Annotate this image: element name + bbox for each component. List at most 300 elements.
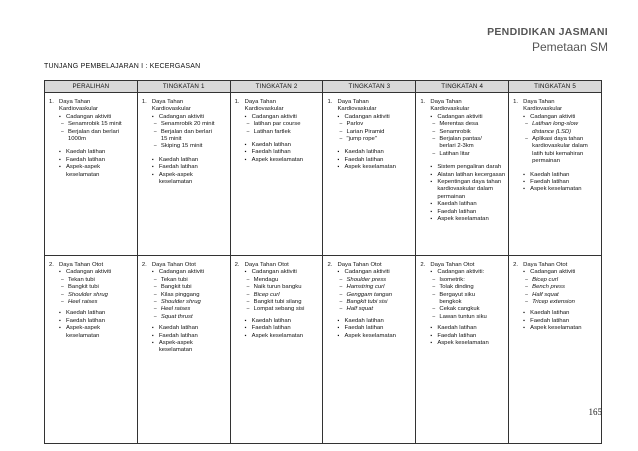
text-line: Senamrobik 15 minit (68, 121, 122, 128)
square-bullet-icon: ▪ (59, 317, 61, 324)
text-line: Tekan tubi (160, 276, 188, 283)
list-item (513, 292, 598, 299)
square-bullet-icon: ▪ (337, 332, 340, 339)
list-item (142, 172, 227, 187)
list-item-text: Kepentingan daya tahan kardiovaskular dalam permainan (437, 179, 502, 200)
dash-bullet-icon: – (61, 299, 64, 306)
list-item (420, 333, 505, 340)
list-item-text: Alatan latihan kecergasan (437, 171, 506, 178)
list-item-text: Kaedah latihan (344, 149, 384, 156)
text-line: Heel raises (160, 306, 191, 313)
square-bullet-icon: ▪ (430, 171, 433, 178)
list-item (513, 121, 598, 136)
category-heading (513, 99, 598, 114)
list-item (420, 269, 505, 276)
list-item (327, 306, 412, 313)
square-bullet-icon: ▪ (244, 142, 247, 149)
list-item-text (254, 277, 279, 284)
text-line: Bangkit tubi sisi (346, 299, 388, 306)
text-line: Heel raises (68, 299, 98, 306)
list-item-text (439, 136, 482, 151)
list-item-text (254, 284, 302, 291)
list-item-text (532, 277, 558, 284)
text-line: Shoulder shrug (160, 299, 201, 306)
list-item (420, 209, 505, 216)
list-item (513, 318, 598, 325)
category-title (430, 262, 474, 269)
list-item (49, 157, 134, 164)
dash-bullet-icon: – (61, 276, 64, 283)
square-bullet-icon: ▪ (523, 113, 525, 120)
list-item-text: Cadangan aktiviti (66, 113, 112, 120)
text-line: Latihan litar (439, 150, 470, 157)
title-line: Daya Tahan Otot (244, 262, 289, 268)
list-item-text: Faedah latihan (66, 317, 105, 324)
list-item (235, 277, 320, 284)
category-number: 2. (141, 262, 147, 268)
dash-bullet-icon: – (153, 143, 157, 150)
list-item-text: Kaedah latihan (437, 325, 477, 332)
list-item-text (254, 292, 280, 299)
category-heading (420, 99, 505, 114)
list-item (420, 136, 505, 151)
text-line: Bangkit tubi (160, 284, 192, 291)
text-line: 1000m (68, 136, 87, 143)
table-cell (230, 256, 323, 444)
category-title (523, 99, 562, 114)
text-line: Aplikasi daya tahan (532, 136, 584, 143)
list-item (49, 121, 134, 128)
square-bullet-icon: ▪ (59, 325, 61, 332)
category-number: 1. (513, 99, 519, 105)
strand-label: TUNJANG PEMBELAJARAN I : KECERGASAN (44, 63, 201, 70)
list-item (420, 151, 505, 158)
list-item (327, 164, 412, 171)
dash-bullet-icon: – (339, 284, 343, 291)
text-line: Shoulder press (346, 276, 387, 283)
list-item (49, 310, 134, 317)
dash-bullet-icon: – (339, 128, 343, 135)
table-cell (137, 256, 230, 444)
category-heading (327, 262, 412, 269)
category-title (337, 262, 381, 269)
square-bullet-icon: ▪ (59, 113, 61, 120)
square-bullet-icon: ▪ (59, 310, 61, 317)
list-item-text (161, 314, 193, 321)
title-line: Daya Tahan (523, 99, 555, 105)
dash-bullet-icon: – (153, 128, 157, 135)
list-item-text: Kaedah latihan (66, 149, 106, 156)
square-bullet-icon: ▪ (244, 156, 247, 163)
list-item (49, 292, 134, 299)
category-number: 1. (141, 99, 147, 105)
dash-bullet-icon: – (246, 284, 250, 291)
list-item-text: Cadangan aktiviti (530, 113, 576, 120)
list-item (327, 149, 412, 156)
list-item-text (254, 129, 291, 136)
table-row-daya-tahan-kardiovaskular (45, 93, 602, 256)
category-heading (142, 99, 227, 114)
text-line: berlari 2-3km (439, 143, 474, 150)
list-item (235, 292, 320, 299)
square-bullet-icon: ▪ (430, 201, 433, 208)
square-bullet-icon: ▪ (244, 269, 247, 276)
dash-bullet-icon: – (246, 276, 250, 283)
table-cell (323, 256, 416, 444)
list-item (420, 121, 505, 128)
list-item-text: Faedah latihan (530, 179, 570, 186)
list-item-text (439, 284, 473, 291)
list-item-text: Aspek keselamatan (344, 332, 396, 339)
dash-bullet-icon: – (246, 299, 250, 306)
list-item (420, 216, 505, 223)
square-bullet-icon: ▪ (430, 208, 433, 215)
square-bullet-icon: ▪ (523, 171, 525, 178)
list-item (235, 157, 320, 164)
list-item (49, 149, 134, 156)
title-line: Daya Tahan Otot (430, 262, 475, 268)
list-item (49, 277, 134, 284)
table-cell (323, 93, 416, 256)
list-item-text (346, 292, 392, 299)
list-item (235, 142, 320, 149)
list-item (235, 149, 320, 156)
square-bullet-icon: ▪ (430, 325, 433, 332)
dash-bullet-icon: – (525, 121, 528, 128)
dash-bullet-icon: – (432, 136, 436, 143)
square-bullet-icon: ▪ (244, 317, 247, 324)
title-line: Daya Tahan Otot (337, 262, 382, 268)
dash-bullet-icon: – (525, 136, 528, 143)
text-line: Bangkit tubi silang (253, 299, 302, 306)
list-item-text (532, 292, 559, 299)
square-bullet-icon: ▪ (151, 269, 154, 276)
dash-bullet-icon: – (153, 299, 157, 306)
dash-bullet-icon: – (432, 150, 436, 157)
title-line: Daya Tahan Otot (59, 262, 104, 268)
list-item-text (346, 277, 386, 284)
list-item (142, 314, 227, 321)
list-item-text (161, 299, 201, 306)
list-item-text (346, 136, 376, 143)
square-bullet-icon: ▪ (59, 269, 61, 276)
list-item-text (439, 292, 475, 307)
text-line: Lawan tuntun siku (439, 313, 487, 320)
square-bullet-icon: ▪ (59, 156, 61, 163)
text-line: Mendagu (253, 276, 279, 283)
list-item (142, 157, 227, 164)
dash-bullet-icon: – (61, 128, 64, 135)
list-item-text: Cadangan aktiviti (66, 269, 112, 276)
dash-bullet-icon: – (153, 121, 157, 128)
dash-bullet-icon: – (432, 284, 436, 291)
list-item (49, 129, 134, 144)
square-bullet-icon: ▪ (59, 149, 61, 156)
square-bullet-icon: ▪ (337, 113, 340, 120)
list-item-text (439, 314, 487, 321)
list-item-text: Faedah latihan (66, 156, 105, 163)
square-bullet-icon: ▪ (151, 156, 154, 163)
list-item-text: Faedah latihan (530, 317, 570, 324)
list-item (327, 114, 412, 121)
dash-bullet-icon: – (525, 299, 528, 306)
text-line: Berjalan dan berlari (160, 128, 212, 135)
list-item-text: Aspek-aspek keselamatan (158, 171, 193, 186)
dash-bullet-icon: – (246, 306, 250, 313)
list-item (420, 277, 505, 284)
list-item-text (532, 121, 578, 136)
list-item (49, 164, 134, 179)
list-item (327, 325, 412, 332)
title-line: Daya Tahan (151, 99, 184, 105)
text-line: Isometrik: (439, 276, 465, 283)
list-item-text (161, 277, 188, 284)
list-item (420, 314, 505, 321)
dash-bullet-icon: – (61, 121, 64, 128)
category-title (523, 262, 567, 269)
dash-bullet-icon: – (525, 284, 528, 291)
dash-bullet-icon: – (339, 291, 343, 298)
list-item (235, 129, 320, 136)
title-line: Daya Tahan Otot (523, 262, 568, 268)
document-subtitle: Pemetaan SM (531, 40, 608, 54)
category-number: 2. (327, 262, 333, 268)
square-bullet-icon: ▪ (337, 325, 340, 332)
text-line: Tolak dinding (439, 284, 474, 291)
category-title (245, 99, 284, 114)
square-bullet-icon: ▪ (337, 156, 340, 163)
table-cell (45, 256, 138, 444)
list-item-text (254, 306, 305, 313)
text-line: Bangkit tubi (68, 284, 99, 291)
square-bullet-icon: ▪ (430, 332, 433, 339)
dash-bullet-icon: – (432, 128, 436, 135)
list-item (235, 318, 320, 325)
text-line: Bench press (532, 284, 565, 291)
list-item (513, 299, 598, 306)
table-cell (230, 93, 323, 256)
list-item (142, 121, 227, 128)
text-line: Genggam tangan (346, 291, 393, 298)
table-cell (137, 93, 230, 256)
table-cell (416, 93, 509, 256)
dash-bullet-icon: – (153, 306, 157, 313)
text-line: Bicep curl (253, 291, 280, 298)
list-item-text (68, 121, 122, 128)
list-item (142, 306, 227, 313)
list-item-text: Cadangan aktiviti (251, 113, 297, 120)
dash-bullet-icon: – (339, 299, 343, 306)
square-bullet-icon: ▪ (337, 164, 340, 171)
list-item-text (439, 306, 479, 313)
list-item-text: Aspek keselamatan (251, 332, 304, 339)
list-item-text (68, 292, 108, 299)
table-cell (509, 93, 602, 256)
list-item (142, 299, 227, 306)
list-item (235, 269, 320, 276)
list-item (327, 333, 412, 340)
header-row (45, 81, 602, 93)
square-bullet-icon: ▪ (151, 340, 154, 347)
text-line: permainan (532, 158, 560, 165)
list-item-text: Kaedah latihan (344, 317, 384, 324)
dash-bullet-icon: – (525, 276, 528, 283)
square-bullet-icon: ▪ (430, 216, 433, 223)
category-title (152, 99, 191, 114)
square-bullet-icon: ▪ (244, 332, 247, 339)
list-item (327, 121, 412, 128)
text-line: Kilas pinggang (160, 291, 200, 298)
page-number: 165 (588, 407, 602, 417)
title-line: Kardiovaskular (523, 106, 563, 113)
list-item-text: Kaedah latihan (251, 142, 291, 149)
list-item (142, 143, 227, 150)
document-title: PENDIDIKAN JASMANI (487, 26, 608, 38)
square-bullet-icon: ▪ (244, 113, 247, 120)
dash-bullet-icon: – (153, 291, 157, 298)
list-item-text (532, 299, 575, 306)
text-line: Half squat (346, 306, 374, 313)
square-bullet-icon: ▪ (523, 186, 525, 193)
list-item (420, 179, 505, 201)
title-line: Daya Tahan (337, 99, 369, 105)
list-item (142, 269, 227, 276)
list-item (420, 340, 505, 347)
text-line: Merentas desa (439, 121, 479, 128)
list-item (142, 164, 227, 171)
list-item-text: Aspek-aspek keselamatan (158, 340, 193, 354)
category-heading (513, 262, 598, 269)
column-header: TINGKATAN 1 (137, 81, 230, 93)
title-line: Daya Tahan (244, 99, 276, 105)
list-item (327, 299, 412, 306)
category-number: 2. (513, 262, 519, 268)
dash-bullet-icon: – (246, 291, 250, 298)
list-item (420, 114, 505, 121)
list-item (513, 325, 598, 332)
text-line: Naik turun bangku (253, 284, 302, 291)
list-item-text (532, 284, 565, 291)
list-item (327, 129, 412, 136)
list-item-text: Faedah latihan (251, 149, 291, 156)
list-item-text: Cadangan aktiviti (158, 113, 205, 120)
category-number: 1. (327, 99, 333, 105)
list-item (49, 284, 134, 291)
category-heading (49, 262, 134, 269)
category-number: 1. (234, 99, 240, 105)
column-header: TINGKATAN 5 (509, 81, 602, 93)
text-line: Shoulder shrug (68, 291, 108, 298)
list-item (49, 114, 134, 121)
text-line: 15 minit (160, 136, 182, 143)
list-item-text: Cadangan aktiviti (158, 269, 205, 276)
list-item (49, 299, 134, 306)
list-item (235, 299, 320, 306)
list-item-text: Cadangan aktiviti: (437, 269, 485, 276)
list-item-text (439, 151, 469, 158)
square-bullet-icon: ▪ (244, 325, 247, 332)
title-line: Daya Tahan (430, 99, 462, 105)
list-item-text (439, 121, 478, 128)
list-item-text (68, 129, 119, 144)
dash-bullet-icon: – (525, 291, 528, 298)
square-bullet-icon: ▪ (523, 317, 525, 324)
dash-bullet-icon: – (432, 306, 436, 313)
column-header: PERALIHAN (45, 81, 138, 93)
list-item-text: Kaedah latihan (251, 317, 291, 324)
square-bullet-icon: ▪ (523, 179, 525, 186)
dash-bullet-icon: – (432, 313, 436, 320)
table-row-daya-tahan-otot (45, 256, 602, 444)
category-heading (327, 99, 412, 114)
list-item-text: Faedah latihan (344, 325, 384, 332)
column-header: TINGKATAN 4 (416, 81, 509, 93)
category-number: 2. (420, 262, 426, 268)
square-bullet-icon: ▪ (430, 340, 433, 347)
dash-bullet-icon: – (61, 284, 64, 291)
list-item-text: Faedah latihan (158, 332, 198, 339)
dash-bullet-icon: – (432, 121, 436, 128)
square-bullet-icon: ▪ (430, 164, 433, 171)
text-line: Tricep extension (532, 299, 575, 306)
square-bullet-icon: ▪ (151, 164, 154, 171)
list-item (327, 292, 412, 299)
text-line: Berjalan dan berlari (68, 128, 120, 135)
category-number: 2. (49, 262, 54, 268)
square-bullet-icon: ▪ (244, 149, 247, 156)
list-item (235, 333, 320, 340)
list-item-text (439, 129, 470, 136)
table-cell (416, 256, 509, 444)
square-bullet-icon: ▪ (337, 317, 340, 324)
list-item-text: Aspek-aspek keselamatan (66, 325, 101, 339)
list-item-text: Kaedah latihan (530, 171, 570, 178)
list-item (420, 292, 505, 307)
list-item (420, 306, 505, 313)
list-item-text: Aspek keselamatan (437, 216, 489, 223)
list-item (142, 340, 227, 355)
list-item-text: Kaedah latihan (158, 156, 199, 163)
list-item (327, 277, 412, 284)
square-bullet-icon: ▪ (523, 310, 525, 317)
list-item (142, 333, 227, 340)
list-item (327, 284, 412, 291)
title-line: Kardiovaskular (337, 106, 377, 113)
list-item-text (254, 299, 302, 306)
list-item-text (346, 129, 384, 136)
square-bullet-icon: ▪ (151, 325, 154, 332)
list-item-text (346, 284, 384, 291)
list-item-text: Faedah latihan (437, 332, 477, 339)
square-bullet-icon: ▪ (523, 269, 525, 276)
dash-bullet-icon: – (339, 306, 343, 313)
column-header: TINGKATAN 3 (323, 81, 416, 93)
category-title (59, 262, 103, 269)
text-line: Senamrobik 20 minit (160, 121, 215, 128)
list-item (420, 172, 505, 179)
square-bullet-icon: ▪ (151, 171, 154, 178)
text-line: Berjalan pantas/ (439, 136, 482, 143)
list-item-text (346, 306, 373, 313)
text-line: Hamstring curl (346, 284, 385, 291)
list-item (235, 121, 320, 128)
list-item-text: Kaedah latihan (158, 325, 199, 332)
square-bullet-icon: ▪ (430, 179, 433, 186)
list-item-text (161, 143, 203, 150)
list-item (327, 318, 412, 325)
category-heading (235, 99, 320, 114)
square-bullet-icon: ▪ (59, 164, 61, 171)
